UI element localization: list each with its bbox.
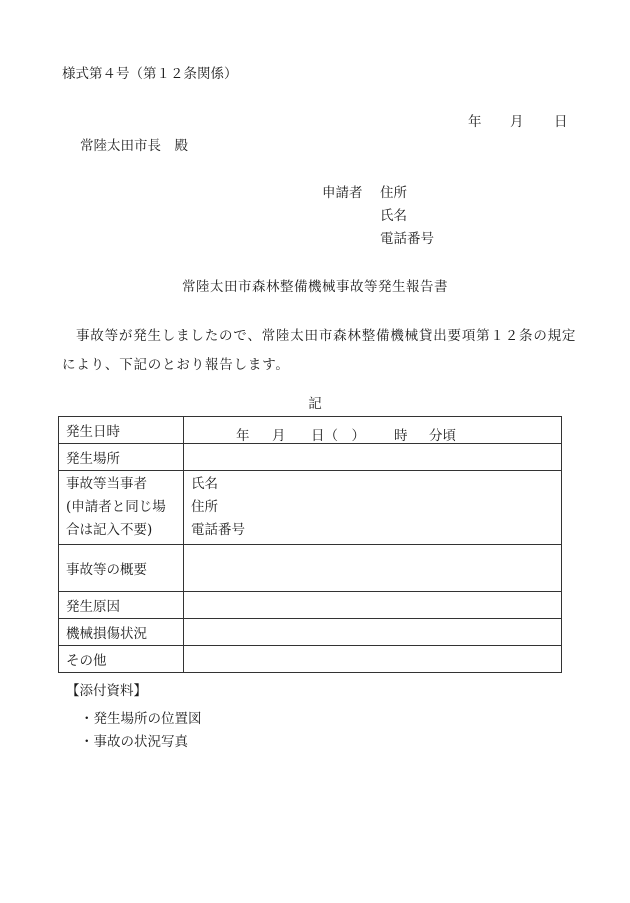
table-row-overview: [59, 545, 562, 592]
attachments-list: [80, 708, 202, 754]
damage-label: 機械損傷状況: [59, 619, 184, 646]
datetime-year: 年: [236, 428, 250, 444]
attachments-title: 【添付資料】: [66, 683, 147, 699]
attachment-item: ・発生場所の位置図: [80, 711, 202, 727]
cause-label: 発生原因: [59, 592, 184, 619]
datetime-label: 発生日時: [59, 417, 184, 444]
party-phone-label: 電話番号: [191, 522, 245, 538]
date-year-label: 年: [468, 114, 482, 130]
place-field[interactable]: [184, 444, 562, 471]
party-address-label: 住所: [191, 499, 218, 515]
datetime-field[interactable]: [184, 417, 562, 444]
table-row-damage: [59, 619, 562, 646]
table-row-datetime: [59, 417, 562, 444]
form-number: 様式第４号（第１２条関係）: [62, 66, 238, 82]
date-month-label: 月: [510, 114, 524, 130]
report-table: [58, 416, 562, 673]
applicant-name-label: 氏名: [380, 208, 407, 224]
datetime-month: 月: [272, 428, 286, 444]
datetime-minute: 分頃: [429, 428, 456, 444]
party-label: [59, 471, 184, 545]
applicant-address-label: 住所: [380, 185, 407, 201]
party-name-label: 氏名: [191, 476, 218, 492]
place-label: 発生場所: [59, 444, 184, 471]
datetime-hour: 時: [394, 428, 408, 444]
cause-field[interactable]: [184, 592, 562, 619]
overview-field[interactable]: [184, 545, 562, 592]
applicant-phone-label: 電話番号: [380, 231, 434, 247]
other-field[interactable]: [184, 646, 562, 673]
date-day-label: 日: [554, 114, 568, 130]
applicant-label: 申請者: [322, 185, 363, 201]
datetime-day: 日（ ）: [311, 428, 365, 444]
document-title: 常陸太田市森林整備機械事故等発生報告書: [182, 279, 448, 295]
body-paragraph: 事故等が発生しましたので、常陸太田市森林整備機械貸出要項第１２条の規定により、下記のとおり報告します。: [62, 328, 577, 373]
table-row-party: [59, 471, 562, 545]
party-label-line: 事故等当事者: [66, 476, 147, 492]
damage-field[interactable]: [184, 619, 562, 646]
other-label: その他: [59, 646, 184, 673]
addressee: 常陸太田市長 殿: [80, 138, 188, 154]
table-row-place: [59, 444, 562, 471]
party-label-line: (申請者と同じ場: [66, 499, 166, 515]
party-label-line: 合は記入不要): [66, 522, 153, 538]
ki-mark: 記: [308, 396, 322, 412]
table-row-cause: [59, 592, 562, 619]
party-field[interactable]: [184, 471, 562, 545]
overview-label: 事故等の概要: [59, 545, 184, 592]
attachment-item: ・事故の状況写真: [80, 734, 188, 750]
table-row-other: [59, 646, 562, 673]
